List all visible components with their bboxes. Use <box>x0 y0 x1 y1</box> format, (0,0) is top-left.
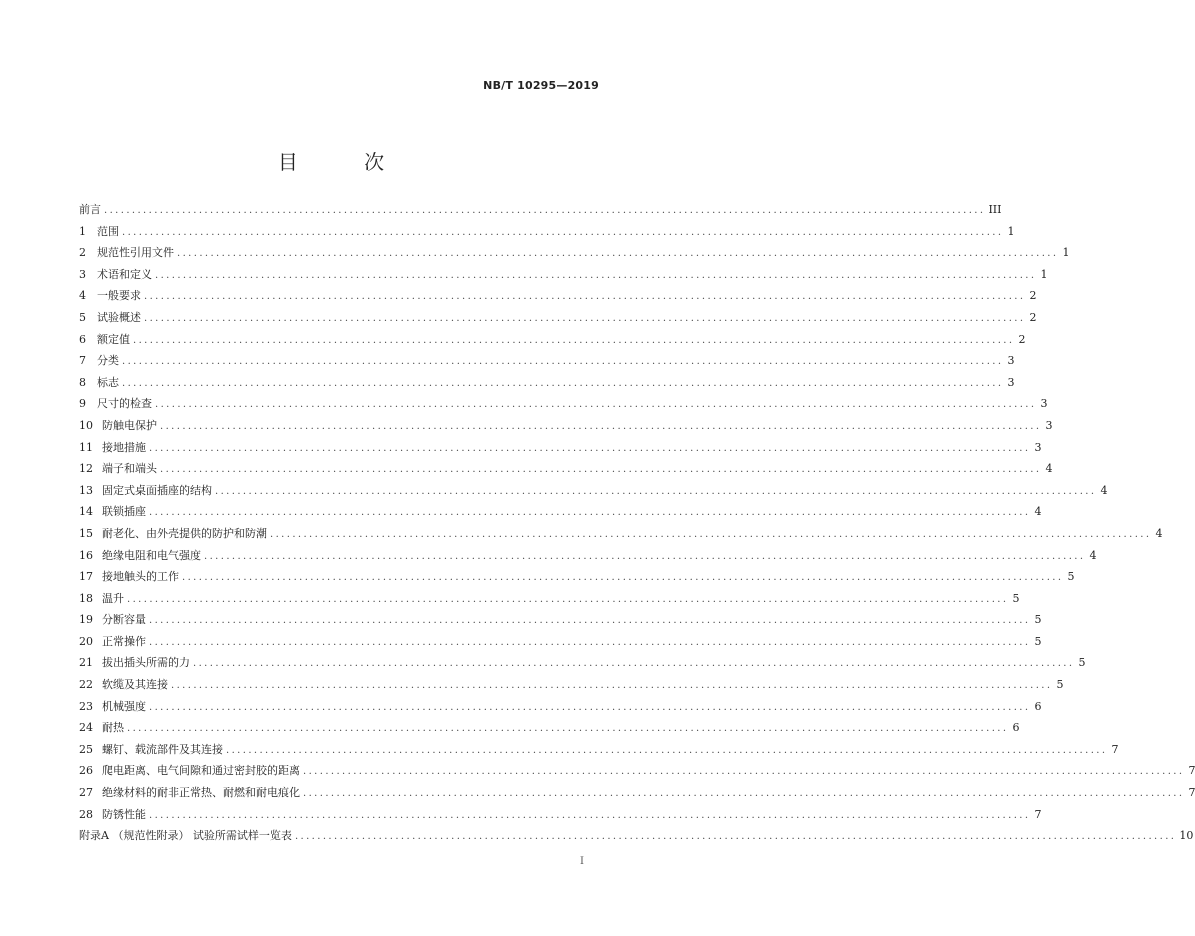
toc-leader-dots: .............................................................................................................................................................. <box>149 809 1031 821</box>
toc-entry-number: 21 <box>79 656 93 670</box>
toc-entry-title: 爬电距离、电气间隙和通过密封胶的距离 <box>102 764 300 778</box>
toc-entry[interactable] <box>79 782 1195 804</box>
toc-entry[interactable] <box>79 739 1119 761</box>
toc-entry-title: 正常操作 <box>102 634 146 648</box>
toc-entry-title: 机械强度 <box>102 699 146 713</box>
toc-entry-number: 15 <box>79 526 93 540</box>
toc-entry-page: 5 <box>1012 591 1020 605</box>
toc-entry[interactable] <box>79 329 1026 351</box>
toc-entry-number: 10 <box>79 418 93 432</box>
toc-entry-number: 27 <box>79 786 93 800</box>
toc-entry-page: 4 <box>1034 505 1042 519</box>
toc-entry-number: 11 <box>79 440 93 454</box>
toc-leader-dots: .............................................................................................................................................................. <box>149 442 1031 454</box>
toc-entry-page: 3 <box>1007 354 1015 368</box>
toc-entry[interactable] <box>79 350 1015 372</box>
toc-leader-dots: .............................................................................................................................................................. <box>160 464 1042 476</box>
toc-entry-page: 1 <box>1007 224 1015 238</box>
toc-entry-number: 18 <box>79 591 93 605</box>
toc-entry[interactable] <box>79 285 1037 307</box>
toc-entry-title: 尺寸的检查 <box>97 397 152 411</box>
toc-entry-page: 10 <box>1179 829 1194 843</box>
toc-leader-dots: .............................................................................................................................................................. <box>215 485 1097 497</box>
toc-leader-dots: .............................................................................................................................................................. <box>270 528 1152 540</box>
toc-leader-dots: .............................................................................................................................................................. <box>122 356 1004 368</box>
toc-entry[interactable] <box>79 264 1048 286</box>
toc-leader-dots: .............................................................................................................................................................. <box>144 291 1026 303</box>
toc-entry[interactable] <box>79 221 1015 243</box>
toc-entry[interactable] <box>79 501 1042 523</box>
toc-entry-title: 螺钉、载流部件及其连接 <box>102 742 223 756</box>
toc-entry-number: 6 <box>79 332 86 346</box>
toc-entry-number: 1 <box>79 224 86 238</box>
toc-entry-number: 14 <box>79 505 93 519</box>
toc-entry[interactable] <box>79 760 1195 782</box>
toc-entry[interactable] <box>79 458 1053 480</box>
toc-entry-title: 拔出插头所需的力 <box>102 656 190 670</box>
toc-entry[interactable] <box>79 415 1053 437</box>
toc-entry-page: 4 <box>1089 548 1097 562</box>
toc-entry[interactable] <box>79 307 1037 329</box>
toc-leader-dots: .............................................................................................................................................................. <box>226 744 1108 756</box>
toc-entry[interactable] <box>79 674 1064 696</box>
toc-entry-title: 耐老化、由外壳提供的防护和防潮 <box>102 526 267 540</box>
toc-entry[interactable] <box>79 545 1097 567</box>
document-id: NB/T 10295—2019 <box>483 79 599 92</box>
toc-entry-number: 17 <box>79 570 93 584</box>
toc-leader-dots: .............................................................................................................................................................. <box>122 377 1004 389</box>
toc-entry-number: 19 <box>79 613 93 627</box>
toc-leader-dots: .............................................................................................................................................................. <box>294 831 1177 843</box>
toc-entry-number: 3 <box>79 267 86 281</box>
toc-leader-dots: .............................................................................................................................................................. <box>149 701 1031 713</box>
toc-entry-title: 温升 <box>102 591 124 605</box>
toc-entry-title: 防触电保护 <box>102 418 157 432</box>
toc-entry-page: 5 <box>1067 570 1075 584</box>
toc-entry-title: 标志 <box>97 375 119 389</box>
toc-entry-page: 3 <box>1040 397 1048 411</box>
toc-entry-number: 22 <box>79 678 93 692</box>
toc-leader-dots: .............................................................................................................................................................. <box>303 766 1185 778</box>
toc-entry-page: 4 <box>1155 526 1163 540</box>
toc-entry[interactable] <box>79 372 1015 394</box>
toc-entry-title: 试验概述 <box>97 310 141 324</box>
toc-entry-page: 7 <box>1188 786 1195 800</box>
toc-entry-number: 20 <box>79 634 93 648</box>
toc-entry-page: 7 <box>1188 764 1195 778</box>
toc-entry-page: 6 <box>1034 699 1042 713</box>
toc-entry-page: 1 <box>1040 267 1048 281</box>
toc-entry-number: 5 <box>79 310 86 324</box>
toc-leader-dots: .............................................................................................................................................................. <box>149 615 1031 627</box>
toc-entry-title: 规范性引用文件 <box>97 246 174 260</box>
toc-entry-number: 26 <box>79 764 93 778</box>
toc-leader-dots: .............................................................................................................................................................. <box>149 636 1031 648</box>
toc-entry-title: 分断容量 <box>102 613 146 627</box>
toc-leader-dots: .............................................................................................................................................................. <box>149 507 1031 519</box>
toc-entry[interactable] <box>79 523 1163 545</box>
toc-entry-number: 16 <box>79 548 93 562</box>
toc-entry[interactable] <box>79 588 1020 610</box>
page-number: I <box>580 856 584 867</box>
toc-entry-page: 6 <box>1012 721 1020 735</box>
toc-leader-dots: .............................................................................................................................................................. <box>122 226 1004 238</box>
toc-entry-number: 8 <box>79 375 86 389</box>
toc-leader-dots: .............................................................................................................................................................. <box>127 723 1009 735</box>
toc-entry-number: 4 <box>79 289 86 303</box>
toc-leader-dots: .............................................................................................................................................................. <box>104 205 986 216</box>
toc-entry[interactable] <box>79 652 1086 674</box>
toc-entry-number: 12 <box>79 462 93 476</box>
toc-entry-page: 3 <box>1045 418 1053 432</box>
table-of-contents <box>79 199 1195 847</box>
toc-entry-page: 5 <box>1056 678 1064 692</box>
toc-entry-page: 7 <box>1111 742 1119 756</box>
toc-entry-number: 25 <box>79 742 93 756</box>
toc-entry[interactable] <box>79 480 1108 502</box>
toc-entry-number: 2 <box>79 246 86 260</box>
toc-entry-title: 术语和定义 <box>97 267 152 281</box>
toc-entry[interactable] <box>79 566 1075 588</box>
toc-entry-page: 3 <box>1007 375 1015 389</box>
toc-leader-dots: .............................................................................................................................................................. <box>144 312 1026 324</box>
toc-entry-title: 耐热 <box>102 721 124 735</box>
toc-entry-page: 2 <box>1018 332 1026 346</box>
toc-leader-dots: .............................................................................................................................................................. <box>303 788 1185 800</box>
toc-entry[interactable] <box>79 631 1042 653</box>
toc-entry[interactable] <box>79 804 1042 826</box>
toc-entry-page: 5 <box>1034 613 1042 627</box>
toc-leader-dots: .............................................................................................................................................................. <box>155 269 1037 281</box>
toc-entry[interactable] <box>79 242 1070 264</box>
toc-leader-dots: .............................................................................................................................................................. <box>155 399 1037 411</box>
toc-entry-title: 接地措施 <box>102 440 146 454</box>
toc-entry-title: 接地触头的工作 <box>102 570 179 584</box>
toc-leader-dots: .............................................................................................................................................................. <box>182 572 1064 584</box>
toc-entry-page: 5 <box>1078 656 1086 670</box>
toc-entry-title: 绝缘材料的耐非正常热、耐燃和耐电痕化 <box>102 786 300 800</box>
toc-entry-title: 固定式桌面插座的结构 <box>102 483 212 497</box>
toc-entry-title: 防锈性能 <box>102 807 146 821</box>
toc-entry-title: 软缆及其连接 <box>102 678 168 692</box>
toc-entry[interactable] <box>79 393 1048 415</box>
toc-entry-page: 4 <box>1045 462 1053 476</box>
toc-leader-dots: .............................................................................................................................................................. <box>160 420 1042 432</box>
toc-entry-title: 前言 <box>79 203 101 216</box>
toc-entry[interactable] <box>79 437 1042 459</box>
toc-entry-page: 2 <box>1029 289 1037 303</box>
toc-entry-title: 一般要求 <box>97 289 141 303</box>
toc-entry-number: 24 <box>79 721 93 735</box>
toc-entry-title: 附录A （规范性附录） 试验所需试样一览表 <box>79 829 292 843</box>
toc-leader-dots: .............................................................................................................................................................. <box>193 658 1075 670</box>
toc-entry-page: 2 <box>1029 310 1037 324</box>
toc-entry-page: 5 <box>1034 634 1042 648</box>
toc-entry-number: 9 <box>79 397 86 411</box>
toc-entry-page: III <box>988 203 1002 216</box>
toc-entry-title: 范围 <box>97 224 119 238</box>
toc-heading: 目 次 <box>277 150 415 174</box>
toc-entry[interactable] <box>79 717 1020 739</box>
toc-entry[interactable] <box>79 199 1002 221</box>
toc-entry[interactable] <box>79 609 1042 631</box>
toc-leader-dots: .............................................................................................................................................................. <box>127 593 1009 605</box>
toc-entry-page: 7 <box>1034 807 1042 821</box>
toc-entry-number: 7 <box>79 354 86 368</box>
toc-entry-title: 绝缘电阻和电气强度 <box>102 548 201 562</box>
toc-entry-number: 23 <box>79 699 93 713</box>
toc-entry-title: 额定值 <box>97 332 130 346</box>
toc-entry-page: 1 <box>1062 246 1070 260</box>
toc-entry[interactable] <box>79 696 1042 718</box>
toc-entry-number: 13 <box>79 483 93 497</box>
toc-leader-dots: .............................................................................................................................................................. <box>171 680 1053 692</box>
toc-leader-dots: .............................................................................................................................................................. <box>204 550 1086 562</box>
toc-entry-title: 联锁插座 <box>102 505 146 519</box>
toc-entry[interactable] <box>79 825 1194 847</box>
toc-leader-dots: .............................................................................................................................................................. <box>133 334 1015 346</box>
toc-entry-page: 4 <box>1100 483 1108 497</box>
toc-entry-title: 端子和端头 <box>102 462 157 476</box>
toc-entry-number: 28 <box>79 807 93 821</box>
toc-entry-page: 3 <box>1034 440 1042 454</box>
toc-leader-dots: .............................................................................................................................................................. <box>177 248 1059 260</box>
toc-entry-title: 分类 <box>97 354 119 368</box>
